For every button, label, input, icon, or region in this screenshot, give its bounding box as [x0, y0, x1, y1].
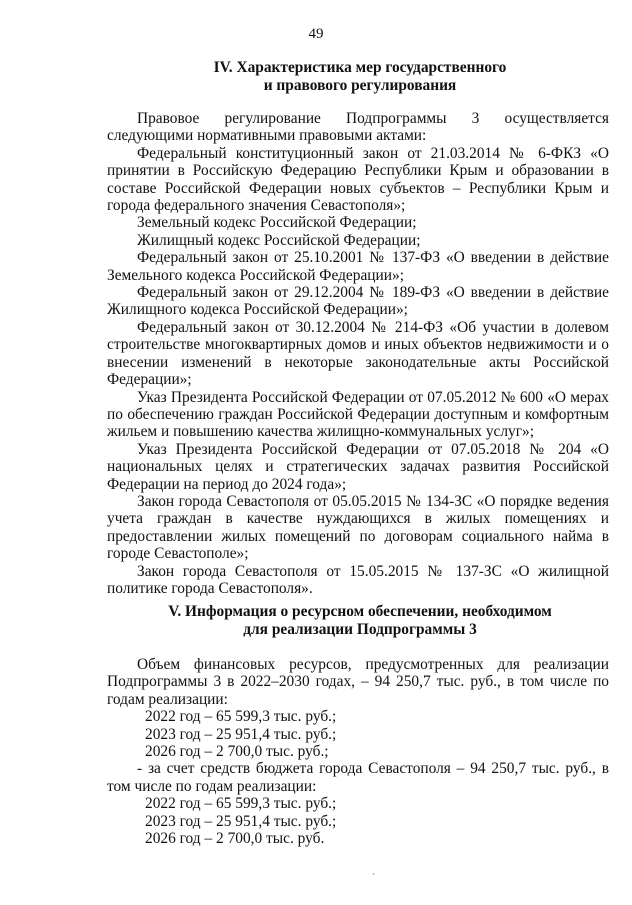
year-item: 2022 год – 65 599,3 тыс. руб.; [145, 708, 337, 726]
section-5-heading [100, 603, 620, 639]
page-number: 49 [308, 26, 324, 42]
paragraph: Жилищный кодекс Российской Федерации; [137, 231, 421, 249]
year-item: 2026 год – 2 700,0 тыс. руб. [145, 830, 325, 848]
paragraph: Правовое регулирование Подпрограммы 3 осуществляется следующими нормативными правовыми актами: [107, 110, 609, 145]
paragraph: - за счет средств бюджета города Севастополя – 94 250,7 тыс. руб., в том числе по годам реализации: [107, 760, 609, 795]
paragraph: Земельный кодекс Российской Федерации; [137, 214, 417, 232]
year-item: 2026 год – 2 700,0 тыс. руб.; [145, 743, 329, 761]
year-item: 2022 год – 65 599,3 тыс. руб.; [145, 795, 337, 813]
paragraph: Федеральный закон от 30.12.2004 № 214-ФЗ «Об участии в долевом строительстве многоквартирных домов и иных объектов недвижимости и о внесении изменений в некоторые законодательные акты Российской Федерации»; [107, 318, 609, 389]
paragraph: Указ Президента Российской Федерации от 07.05.2012 № 600 «О мерах по обеспечению граждан Российской Федерации доступным и комфортным жильем и повышению качества жилищно-коммунальных услуг»; [107, 388, 609, 441]
paragraph: Федеральный конституционный закон от 21.03.2014 № 6-ФКЗ «О принятии в Российскую Федерацию Республики Крым и образовании в составе Российской Федерации новых субъектов – Республики Крым и города федерального значения Севастополя»; [107, 144, 609, 215]
paragraph: Федеральный закон от 29.12.2004 № 189-ФЗ «О введении в действие Жилищного кодекса Российской Федерации»; [107, 284, 609, 319]
section-4-heading [100, 59, 620, 95]
year-item: 2023 год – 25 951,4 тыс. руб.; [145, 812, 337, 830]
paragraph: Указ Президента Российской Федерации от 07.05.2018 № 204 «О национальных целях и стратегических задачах развития Российской Федерации на период до 2024 года»; [107, 440, 609, 493]
section-5-body [107, 656, 609, 847]
year-item: 2023 год – 25 951,4 тыс. руб.; [145, 725, 337, 743]
footer-mark: ` [372, 873, 376, 884]
section-5-title-line2: для реализации Подпрограммы 3 [243, 621, 477, 638]
section-4-title-line2: и правового регулирования [263, 77, 457, 94]
section-4-title-line1: IV. Характеристика мер государственного [213, 59, 507, 76]
paragraph: Объем финансовых ресурсов, предусмотренных для реализации Подпрограммы 3 в 2022–2030 годах, – 94 250,7 тыс. руб., в том числе по годам реализации: [107, 656, 609, 708]
paragraph: Закон города Севастополя от 15.05.2015 № 137-ЗС «О жилищной политике города Севастополя». [107, 562, 609, 597]
section-4-body [107, 110, 609, 597]
section-5-title-line1: V. Информация о ресурсном обеспечении, необходимом [168, 603, 552, 620]
paragraph: Федеральный закон от 25.10.2001 № 137-ФЗ «О введении в действие Земельного кодекса Российской Федерации»; [107, 249, 609, 284]
paragraph: Закон города Севастополя от 05.05.2015 № 134-ЗС «О порядке ведения учета граждан в качестве нуждающихся в жилых помещениях и предоставлении жилых помещений по договорам социального найма в городе Севастополе»; [107, 492, 609, 563]
